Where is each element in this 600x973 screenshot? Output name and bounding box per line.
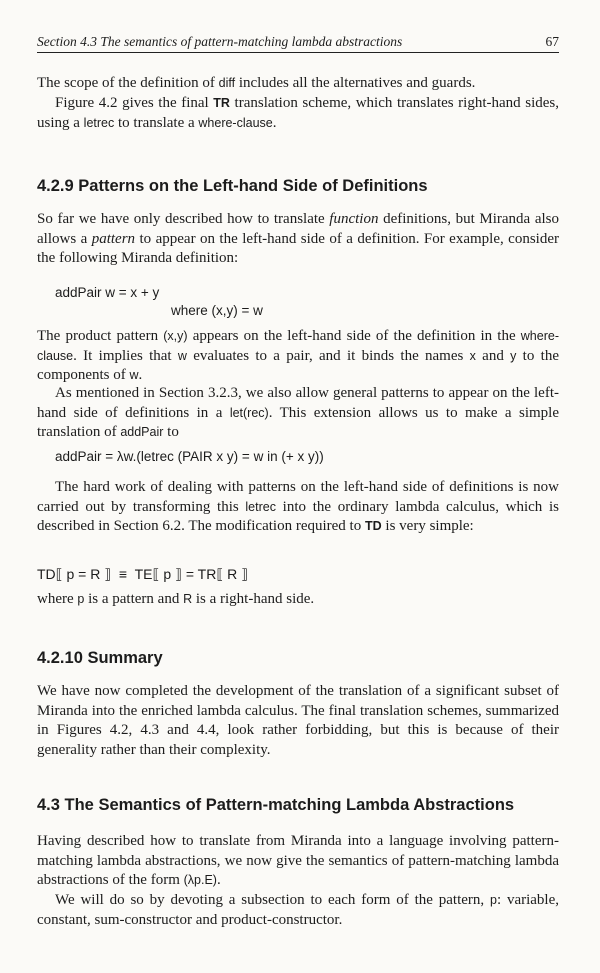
running-header	[37, 32, 559, 53]
intro-paragraph-2: Figure 4.2 gives the final TR translation scheme, which translates right-hand sides, using a letrec to translate a where-clause.	[37, 95, 559, 131]
section-heading-4-3: 4.3 The Semantics of Pattern-matching Lambda Abstractions	[37, 796, 515, 814]
section-heading-4-2-9: 4.2.9 Patterns on the Left-hand Side of Definitions	[37, 177, 428, 195]
intro-paragraph-1: The scope of the definition of diff includes all the alternatives and guards.	[37, 75, 476, 91]
section-4-2-9-paragraph-1: So far we have only described how to translate function definitions, but Miranda also allows a pattern to appear on the left-hand side of a definition. For example, consider the following Miranda definition:	[37, 211, 559, 266]
section-4-2-9-paragraph-3: As mentioned in Section 3.2.3, we also allow general patterns to appear on the left-hand side of definitions in a let(rec). This extension allows us to make a simple translation of addPair to	[37, 385, 559, 440]
section-4-3-paragraph-1: Having described how to translate from Miranda into a language involving pattern-matching lambda abstractions, we now give the semantics of pattern-matching lambda abstractions of the form (λp.E).	[37, 833, 559, 888]
code-line-addpair-def: addPair w = x + y	[55, 285, 160, 300]
section-4-2-9-paragraph-5: where p is a pattern and R is a right-hand side.	[37, 591, 315, 607]
code-line-where-clause: where (x,y) = w	[171, 303, 263, 318]
page-number: 67	[545, 34, 559, 49]
section-heading-4-2-10: 4.2.10 Summary	[37, 649, 163, 667]
td-equation: TD⟦ p = R ⟧ ≡ TE⟦ p ⟧ = TR⟦ R ⟧	[37, 566, 249, 582]
section-4-2-10-paragraph-1: We have now completed the development of the translation of a significant subset of Miranda into the enriched lambda calculus. The final translation schemes, summarized in Figures 4.2, 4.3 and 4.4, look rather forbidding, but this is because of their generality rather than their complexity.	[37, 683, 559, 758]
section-4-2-9-paragraph-4: The hard work of dealing with patterns on the left-hand side of definitions is now carried out by transforming this letrec into the ordinary lambda calculus, which is described in Section 6.2. The modification required to TD is very simple:	[37, 479, 559, 534]
header-section-title: Section 4.3 The semantics of pattern-matching lambda abstractions	[37, 34, 403, 49]
code-addpair-lambda: addPair = λw.(letrec (PAIR x y) = w in (+ x y))	[55, 449, 324, 464]
section-4-3-paragraph-2: We will do so by devoting a subsection to each form of the pattern, p: variable, constant, sum-constructor and product-constructor.	[37, 892, 559, 928]
section-4-2-9-paragraph-2: The product pattern (x,y) appears on the left-hand side of the definition in the where-clause. It implies that w evaluates to a pair, and it binds the names x and y to the components of w.	[37, 328, 559, 383]
